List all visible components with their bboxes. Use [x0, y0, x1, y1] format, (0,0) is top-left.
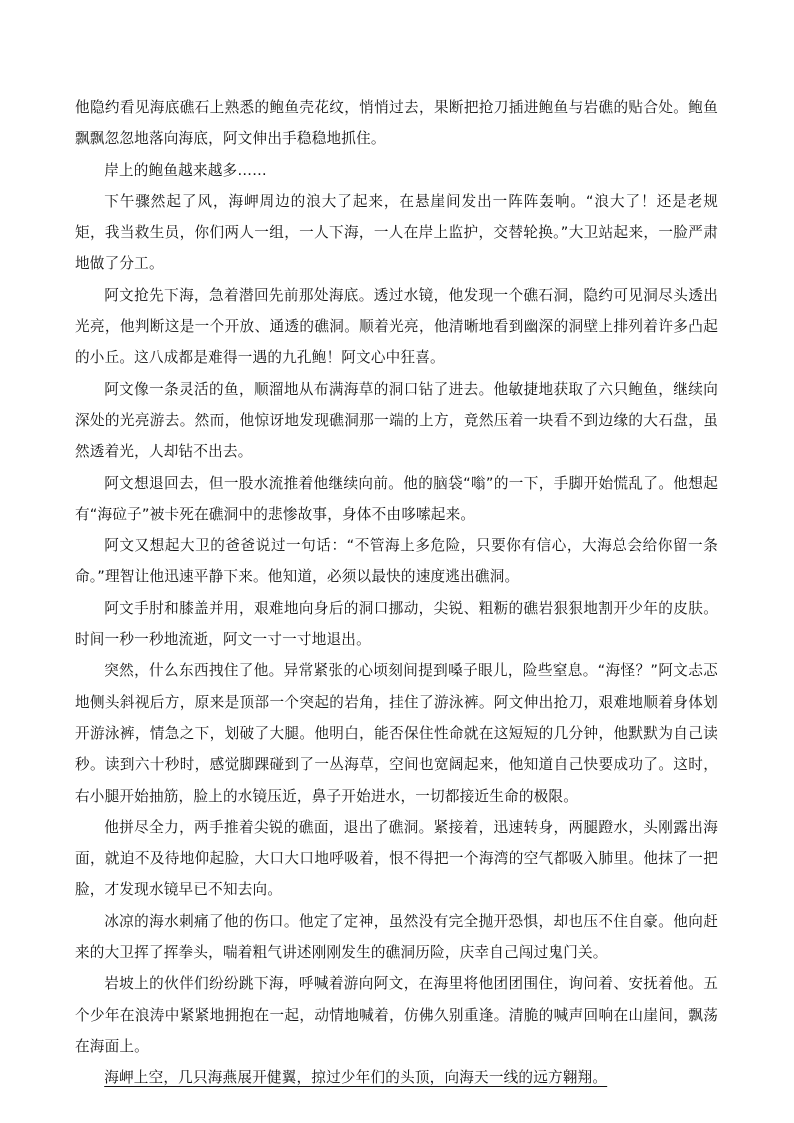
paragraph-11: 冰凉的海水刺痛了他的伤口。他定了定神，虽然没有完全抛开恐惧，却也压不住自豪。他向赶来的大卫挥了挥拳头，喘着粗气讲述刚刚发生的礁洞历险，庆幸自己闯过鬼门关。	[75, 912, 718, 962]
paragraph-5: 阿文像一条灵活的鱼，顺溜地从布满海草的洞口钻了进去。他敏捷地获取了六只鲍鱼，继续向深处的光亮游去。然而，他惊讶地发现礁洞那一端的上方，竟然压着一块看不到边缘的大石盘，虽然透着光，人却钻不出去。	[75, 380, 718, 461]
paragraph-10: 他拼尽全力，两手推着尖锐的礁面，退出了礁洞。紧接着，迅速转身，两腿蹬水，头刚露出海面，就迫不及待地仰起脸，大口大口地呼吸着，恨不得把一个海湾的空气都吸入肺里。他抹了一把脸，才发现水镜早已不知去向。	[75, 818, 718, 899]
paragraph-12: 岩坡上的伙伴们纷纷跳下海，呼喊着游向阿文，在海里将他团团围住，询问着、安抚着他。五个少年在浪涛中紧紧地拥抱在一起，动情地喊着，仿佛久别重逢。清脆的喊声回响在山崖间，飘荡在海面上。	[75, 975, 718, 1055]
paragraph-7: 阿文又想起大卫的爸爸说过一句话：“不管海上多危险，只要你有信心，大海总会给你留一条命。”理智让他迅速平静下来。他知道，必须以最快的速度逃出礁洞。	[75, 537, 718, 586]
paragraph-3: 下午骤然起了风，海岬周边的浪大了起来，在悬崖间发出一阵阵轰响。“浪大了！还是老规矩，我当救生员，你们两人一组，一人下海，一人在岸上监护，交替轮换。”大卫站起来，一脸严肃地做了分工。	[75, 192, 718, 273]
paragraph-1: 他隐约看见海底礁石上熟悉的鲍鱼壳花纹，悄悄过去，果断把抢刀插进鲍鱼与岩礁的贴合处。鲍鱼飘飘忽忽地落向海底，阿文伸出手稳稳地抓住。	[75, 99, 718, 148]
paragraph-4: 阿文抢先下海，急着潜回先前那处海底。透过水镜，他发现一个礁石洞，隐约可见洞尽头透出光亮，他判断这是一个开放、通透的礁洞。顺着光亮，他清晰地看到幽深的洞壁上排列着许多凸起的小丘。这八成都是难得一遇的九孔鲍！阿文心中狂喜。	[75, 286, 718, 367]
paragraph-6: 阿文想退回去，但一股水流推着他继续向前。他的脑袋“嗡”的一下，手脚开始慌乱了。他想起有“海砬子”被卡死在礁洞中的悲惨故事，身体不由哆嗦起来。	[75, 474, 718, 523]
paragraph-9: 突然，什么东西拽住了他。异常紧张的心顷刻间提到嗓子眼儿，险些窒息。“海怪？”阿文忐忑地侧头斜视后方，原来是顶部一个突起的岩角，挂住了游泳裤。阿文伸出抢刀，艰难地顺着身体划开游泳裤，情急之下，划破了大腿。他明白，能否保住性命就在这短短的几分钟，他默默为自己读秒。读到六十秒时，感觉脚踝碰到了一丛海草，空间也宽阔起来，他知道自己快要成功了。这时，右小腿开始抽筋，脸上的水镜压近，鼻子开始进水，一切都接近生命的极限。	[75, 662, 718, 805]
paragraph-2: 岸上的鲍鱼越来越多……	[104, 161, 267, 179]
paragraph-13-underlined	[75, 1062, 718, 1093]
underlined-sentence: 海岬上空，几只海燕展开健翼，掠过少年们的头顶，向海天一线的远方翱翔。	[104, 1069, 608, 1087]
paragraph-8: 阿文手肘和膝盖并用，艰难地向身后的洞口挪动，尖锐、粗粝的礁岩狠狠地割开少年的皮肤。时间一秒一秒地流逝，阿文一寸一寸地退出。	[75, 599, 718, 649]
